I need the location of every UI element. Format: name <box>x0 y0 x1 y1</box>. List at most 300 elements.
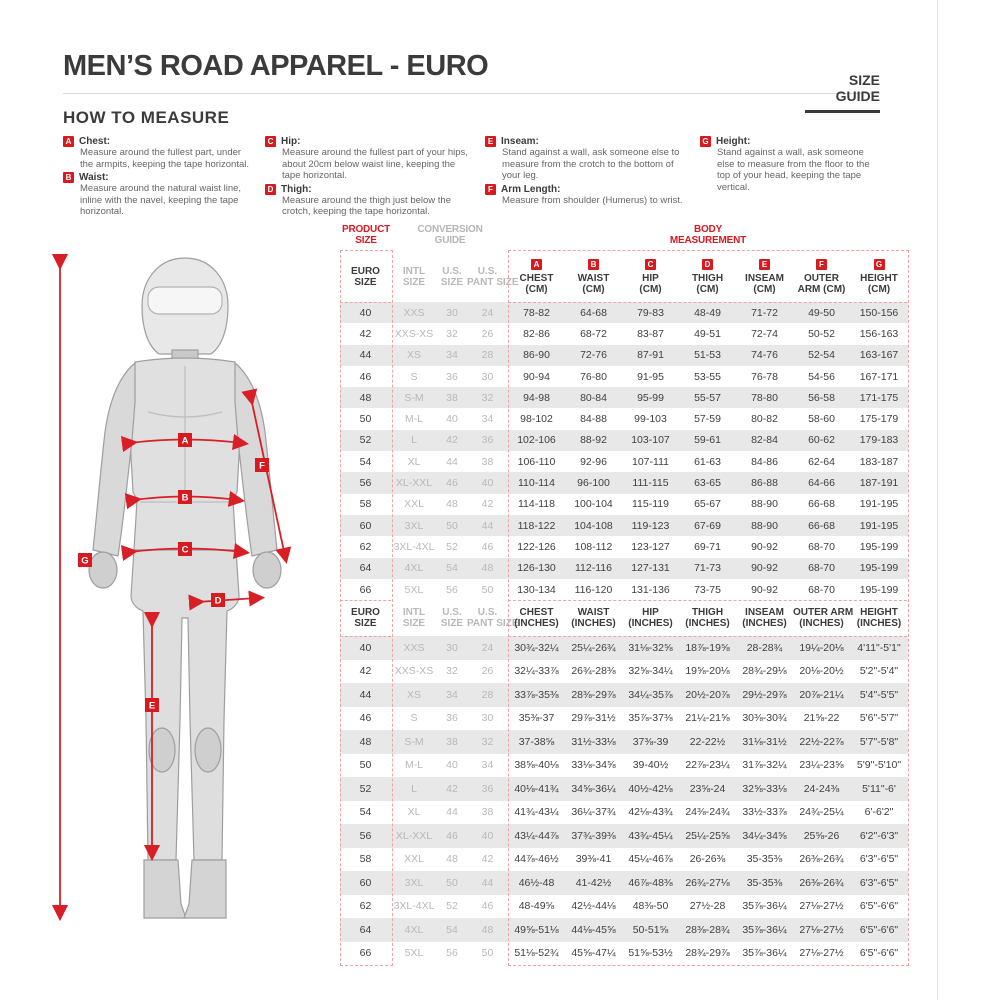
table-cell: 20⅞-21¼ <box>799 688 844 701</box>
table-cell: 42⅛-43¾ <box>628 806 673 819</box>
table-row <box>340 636 908 660</box>
column-letter-badge: C <box>645 259 656 270</box>
measure-text: Measure around the fullest part, under the armpits, keeping the tape horizontal. <box>80 147 249 170</box>
table-cell: 49-51 <box>694 327 721 340</box>
measure-item-chest <box>63 136 265 170</box>
table-cell: 45⅝-47¼ <box>571 947 616 960</box>
table-cell: 116-120 <box>574 583 613 596</box>
table-cell: 50-52 <box>808 327 835 340</box>
table-cell: 80-82 <box>751 413 778 426</box>
measure-letter-badge: D <box>265 184 276 195</box>
table-cell: 87-91 <box>637 349 664 362</box>
table-row <box>340 895 908 919</box>
table-cell: 64-68 <box>580 306 607 319</box>
suit-silhouette <box>89 258 281 918</box>
measurement-column-header: OUTER ARM (INCHES) <box>793 607 854 630</box>
table-cell: XL <box>407 455 421 468</box>
table-cell: 22⅞-23¼ <box>685 759 730 772</box>
table-cell: 60-62 <box>808 434 835 447</box>
table-row <box>340 451 908 472</box>
measurement-column-header: B WAIST (CM) <box>577 260 610 295</box>
measure-letter-badge: G <box>700 136 711 147</box>
table-cell: 94-98 <box>523 391 550 404</box>
height-badge: G <box>81 555 89 567</box>
measure-item-height <box>700 136 893 193</box>
table-cell: 44 <box>359 349 372 362</box>
right-knee-pad <box>195 728 221 772</box>
table-row <box>340 345 908 366</box>
table-cell: XXS-XS <box>394 327 434 340</box>
table-cell: 64 <box>359 923 372 936</box>
table-cell: 191-195 <box>859 519 899 532</box>
table-cell: 32⅝-33⅛ <box>742 782 787 795</box>
table-cell: 195-199 <box>859 540 899 553</box>
table-cell: 43¾-45¼ <box>628 829 673 842</box>
left-glove <box>89 552 117 588</box>
table-cell: 104-108 <box>574 519 613 532</box>
table-cell: 34 <box>481 759 494 772</box>
table-cell: 26⅜-26¾ <box>799 876 844 889</box>
table-cell: 156-163 <box>859 327 899 340</box>
table-cell: 88-90 <box>751 519 778 532</box>
measure-name: Arm Length: <box>501 183 561 195</box>
table-cell: S-M <box>404 735 424 748</box>
table-cell: 48⅜-50 <box>632 900 669 913</box>
table-cell: 195-199 <box>859 562 899 575</box>
waist-badge: B <box>181 492 189 504</box>
table-cell: 83-87 <box>637 327 664 340</box>
table-cell: 34¼-34⅝ <box>742 829 787 842</box>
table-cell: 72-76 <box>580 349 607 362</box>
table-cell: 58-60 <box>808 413 835 426</box>
table-cell: 187-191 <box>859 477 899 490</box>
table-cell: 33⅛-34⅝ <box>571 759 616 772</box>
table-header-row <box>340 600 908 636</box>
table-cell: 37-38⅝ <box>518 735 555 748</box>
table-cell: 42 <box>359 665 372 678</box>
table-cell: 54 <box>446 923 458 936</box>
table-cell: 63-65 <box>694 477 721 490</box>
table-cell: 66-68 <box>808 498 835 511</box>
table-cell: 28-28¾ <box>746 641 783 654</box>
table-cell: 42 <box>446 434 458 447</box>
table-cell: 42½-44⅛ <box>571 900 616 913</box>
table-cell: 115-119 <box>632 498 669 511</box>
table-cell: 36 <box>481 782 494 795</box>
table-cell: 53-55 <box>694 370 721 383</box>
measure-letter-badge: C <box>265 136 276 147</box>
table-cell: 62-64 <box>808 455 835 468</box>
measurement-column-header: C HIP (CM) <box>639 260 662 295</box>
table-cell: 48 <box>359 735 372 748</box>
table-cell: 30 <box>481 370 494 383</box>
table-row <box>340 918 908 942</box>
table-cell: 44 <box>481 876 494 889</box>
table-cell: XS <box>406 688 421 701</box>
table-cell: 64-66 <box>808 477 835 490</box>
size-column-header: U.S. SIZE <box>440 266 464 288</box>
table-cell: 27½-28 <box>689 900 726 913</box>
measurement-column-header: CHEST (INCHES) <box>514 607 559 630</box>
table-cell: 68-72 <box>580 327 607 340</box>
measure-column <box>265 136 485 220</box>
column-letter-badge: F <box>816 259 827 270</box>
table-cell: 24 <box>481 641 494 654</box>
table-cell: 50-51⅝ <box>632 923 669 936</box>
table-cell: 28¾-29⅞ <box>685 947 730 960</box>
table-cell: 175-179 <box>859 413 899 426</box>
table-cell: 50 <box>481 947 494 960</box>
body-measurement-line2: MEASUREMENT <box>669 235 747 246</box>
measurement-column-header: THIGH (INCHES) <box>685 607 730 630</box>
table-cell: 61-63 <box>694 455 721 468</box>
table-cell: 32 <box>446 665 458 678</box>
table-cell: 54 <box>359 455 372 468</box>
table-cell: 5'2"-5'4" <box>859 665 899 678</box>
table-cell: 5'9"-5'10" <box>856 759 902 772</box>
conversion-guide-line1: CONVERSION <box>417 224 483 235</box>
table-cell: 68-70 <box>808 562 835 575</box>
table-cell: M-L <box>404 413 424 426</box>
table-cell: 74-76 <box>751 349 778 362</box>
table-cell: XS <box>406 349 421 362</box>
table-cell: 44 <box>359 688 372 701</box>
table-cell: 58 <box>359 853 372 866</box>
column-letter-badge: D <box>702 259 713 270</box>
table-cell: 46 <box>359 370 372 383</box>
product-size-line2: SIZE <box>355 235 377 246</box>
table-cell: 40 <box>446 413 458 426</box>
table-cell: 36¼-37¾ <box>571 806 616 819</box>
table-cell: 122-126 <box>517 540 556 553</box>
table-cell: 65-67 <box>694 498 721 511</box>
table-cell: 34 <box>446 688 458 701</box>
table-cell: 30 <box>481 712 494 725</box>
body-measurement-group-label <box>508 224 908 246</box>
table-cell: 48 <box>481 923 494 936</box>
table-cell: 171-175 <box>859 391 899 404</box>
table-cell: 191-195 <box>859 498 899 511</box>
table-row <box>340 323 908 344</box>
table-row <box>340 754 908 778</box>
table-cell: XXS <box>403 641 425 654</box>
table-cell: 24¾-25¼ <box>799 806 844 819</box>
table-cell: 59-61 <box>694 434 721 447</box>
table-cell: 26 <box>481 665 494 678</box>
table-cell: 32¼-33⅞ <box>514 665 559 678</box>
table-row <box>340 408 908 429</box>
table-cell: 6'5"-6'6" <box>859 923 899 936</box>
table-cell: 40 <box>446 759 458 772</box>
table-cell: 38 <box>446 735 458 748</box>
conversion-guide-group-label <box>392 224 508 246</box>
table-row <box>340 558 908 579</box>
page-title: MEN’S ROAD APPAREL - EURO <box>63 50 489 82</box>
size-table <box>340 252 908 965</box>
column-letter-badge: G <box>874 259 885 270</box>
table-cell: 36 <box>446 712 458 725</box>
table-cell: 18⅞-19⅝ <box>685 641 730 654</box>
measurement-column-header: HIP (INCHES) <box>628 607 673 630</box>
measurement-column-header: E INSEAM (CM) <box>745 260 784 295</box>
table-cell: 183-187 <box>859 455 899 468</box>
table-cell: 42 <box>446 782 458 795</box>
table-cell: 5'4"-5'5" <box>859 688 899 701</box>
measure-text: Measure from shoulder (Humerus) to wrist. <box>502 194 683 206</box>
table-cell: 48-49 <box>694 306 721 319</box>
table-cell: 28¾-29⅛ <box>742 665 787 678</box>
table-cell: 46 <box>359 712 372 725</box>
size-column-header: U.S. SIZE <box>440 607 464 630</box>
table-cell: 30⅜-30¾ <box>742 712 787 725</box>
measurement-column-header: WAIST (INCHES) <box>571 607 616 630</box>
table-cell: 34¼-35⅞ <box>628 688 673 701</box>
table-cell: 60 <box>359 519 372 532</box>
table-cell: 28⅜-29⅞ <box>571 688 616 701</box>
table-cell: 50 <box>359 413 372 426</box>
table-cell: 35⅞-36¼ <box>742 923 787 936</box>
table-cell: 112-116 <box>575 562 612 575</box>
table-cell: 27⅛-27½ <box>799 900 844 913</box>
product-size-group-label <box>340 224 392 246</box>
table-cell: 90-94 <box>523 370 550 383</box>
size-guide-tab[interactable]: SIZE GUIDE <box>805 72 880 113</box>
table-cell: 5'6"-5'7" <box>859 712 899 725</box>
table-cell: 41-42½ <box>575 876 612 889</box>
table-cell: 54-56 <box>808 370 835 383</box>
table-cell: 86-88 <box>751 477 778 490</box>
table-cell: 163-167 <box>859 349 899 362</box>
table-row <box>340 515 908 536</box>
table-cell: 58 <box>359 498 372 511</box>
thigh-badge: D <box>214 595 222 607</box>
table-cell: 35-35⅜ <box>746 876 783 889</box>
right-glove <box>253 552 281 588</box>
table-cell: 4XL <box>404 923 424 936</box>
table-cell: 127-131 <box>631 562 670 575</box>
size-column-header: U.S. PANT SIZE <box>467 266 519 288</box>
hip-badge: C <box>181 544 189 556</box>
table-cell: 90-92 <box>751 583 778 596</box>
table-cell: 3XL-4XL <box>393 540 435 553</box>
size-chart <box>340 252 908 965</box>
table-cell: 40⅛-41¾ <box>514 782 559 795</box>
table-cell: 56 <box>359 477 372 490</box>
table-cell: 51-53 <box>694 349 721 362</box>
table-cell: 52-54 <box>808 349 835 362</box>
table-cell: 3XL <box>404 519 424 532</box>
measure-name: Height: <box>716 136 751 147</box>
table-cell: 40½-42⅛ <box>628 782 673 795</box>
table-cell: L <box>411 782 417 795</box>
measurement-column-header: D THIGH (CM) <box>691 260 724 295</box>
table-cell: 48 <box>359 391 372 404</box>
table-cell: 76-78 <box>751 370 778 383</box>
table-cell: 69-71 <box>694 540 721 553</box>
measurement-column-header: HEIGHT (INCHES) <box>856 607 902 630</box>
table-row <box>340 579 908 600</box>
table-cell: 46½-48 <box>518 876 555 889</box>
measure-text: Measure around the thigh just below the crotch, keeping the tape horizontal. <box>282 194 451 217</box>
table-cell: 24-24⅜ <box>803 782 840 795</box>
column-letter-badge: E <box>759 259 770 270</box>
table-cell: 52 <box>446 900 458 913</box>
table-cell: 66-68 <box>808 519 835 532</box>
inseam-badge: E <box>148 700 156 712</box>
measurement-column-header: A CHEST (CM) <box>519 260 554 295</box>
table-cell: 36 <box>481 434 494 447</box>
table-row <box>340 660 908 684</box>
table-cell: 103-107 <box>631 434 670 447</box>
table-cell: 51⅛-52¾ <box>514 947 559 960</box>
table-cell: 195-199 <box>859 583 899 596</box>
table-header-row <box>340 252 908 302</box>
table-cell: 64 <box>359 562 372 575</box>
table-cell: 28 <box>481 349 494 362</box>
table-cell: 55-57 <box>694 391 721 404</box>
table-cell: 33⅞-35⅜ <box>514 688 559 701</box>
table-cell: 39-40½ <box>632 759 669 772</box>
measurement-column-header: INSEAM (INCHES) <box>742 607 787 630</box>
table-cell: S <box>410 712 418 725</box>
table-cell: 41¾-43¼ <box>514 806 559 819</box>
measure-text: Measure around the fullest part of your hips, about 20cm below waist line, keeping the tape horizontal. <box>282 147 468 181</box>
table-cell: 46 <box>481 540 494 553</box>
table-cell: 99-103 <box>634 413 667 426</box>
table-cell: 62 <box>359 540 372 553</box>
table-row <box>340 494 908 515</box>
table-cell: 30 <box>446 641 458 654</box>
table-cell: 42 <box>481 498 494 511</box>
table-cell: 19¼-20⅛ <box>799 641 844 654</box>
left-boot <box>144 860 186 918</box>
table-cell: 45¼-46⅞ <box>628 853 673 866</box>
product-size-line1: PRODUCT <box>341 224 391 235</box>
table-cell: 57-59 <box>694 413 721 426</box>
figure-illustration <box>40 250 330 940</box>
table-cell: 68-70 <box>808 583 835 596</box>
chest-badge: A <box>181 435 189 447</box>
table-cell: 34 <box>446 349 458 362</box>
table-cell: 35-35⅜ <box>746 853 783 866</box>
table-cell: 108-112 <box>574 540 613 553</box>
table-cell: S <box>410 370 418 383</box>
table-cell: 126-130 <box>517 562 556 575</box>
table-cell: 60 <box>359 876 372 889</box>
column-letter-badge: B <box>588 259 599 270</box>
table-cell: 91-95 <box>637 370 664 383</box>
table-cell: 37⅜-39 <box>632 735 669 748</box>
table-cell: 32 <box>446 327 458 340</box>
table-cell: 54 <box>359 806 372 819</box>
table-cell: 123-127 <box>631 540 670 553</box>
table-cell: 21⅝-22 <box>803 712 840 725</box>
table-row <box>340 536 908 557</box>
measure-item-armlength <box>485 184 700 207</box>
table-cell: 31½-33⅛ <box>571 735 616 748</box>
measure-item-hip <box>265 136 485 182</box>
size-column-header: EURO SIZE <box>351 266 380 288</box>
table-cell: 119-123 <box>631 519 670 532</box>
how-to-measure-title: HOW TO MEASURE <box>63 108 230 127</box>
table-cell: 52 <box>359 434 372 447</box>
table-cell: 46 <box>446 829 458 842</box>
table-cell: 4XL <box>404 562 424 575</box>
table-cell: 72-74 <box>751 327 778 340</box>
measure-item-thigh <box>265 184 485 218</box>
table-cell: 90-92 <box>751 562 778 575</box>
table-cell: S-M <box>404 391 424 404</box>
table-cell: 24 <box>481 306 494 319</box>
size-column-header: INTL SIZE <box>402 266 426 288</box>
mannequin-figure <box>40 250 330 940</box>
table-cell: 79-83 <box>637 306 664 319</box>
table-cell: 3XL <box>404 876 424 889</box>
table-cell: 22-22½ <box>689 735 726 748</box>
table-cell: 4'11"-5'1" <box>857 641 901 654</box>
table-cell: 5XL <box>404 947 424 960</box>
table-cell: 130-134 <box>517 583 556 596</box>
table-cell: 86-90 <box>523 349 550 362</box>
table-cell: 40 <box>481 477 494 490</box>
table-cell: 26¾-27⅛ <box>685 876 730 889</box>
body-measurement-line1: BODY <box>693 224 723 235</box>
measure-name: Inseam: <box>501 136 539 147</box>
table-cell: XXS-XS <box>394 665 434 678</box>
left-arm <box>93 363 135 556</box>
table-cell: 51⅝-53½ <box>628 947 673 960</box>
measure-column <box>63 136 265 220</box>
table-cell: XXS <box>403 306 425 319</box>
table-cell: 35⅜-37 <box>518 712 555 725</box>
table-cell: 100-104 <box>574 498 613 511</box>
table-cell: 102-106 <box>517 434 556 447</box>
table-cell: 32⅝-34¼ <box>628 665 673 678</box>
table-cell: 25¼-25⅝ <box>685 829 730 842</box>
table-cell: 35⅞-36¼ <box>742 900 787 913</box>
measure-column <box>700 136 893 220</box>
table-cell: 150-156 <box>859 306 899 319</box>
table-cell: 5'11"-6' <box>862 782 896 795</box>
table-cell: 32 <box>481 735 494 748</box>
table-cell: 56 <box>446 583 458 596</box>
table-cell: 22½-22⅞ <box>799 735 844 748</box>
measure-name: Waist: <box>79 172 109 183</box>
table-cell: 54 <box>446 562 458 575</box>
table-cell: 25¼-26¾ <box>571 641 616 654</box>
size-column-header: EURO SIZE <box>351 607 380 630</box>
table-cell: 6'5"-6'6" <box>859 947 899 960</box>
table-cell: 37¾-39⅜ <box>571 829 616 842</box>
measure-letter-badge: A <box>63 136 74 147</box>
table-cell: 110-114 <box>518 477 555 490</box>
measure-letter-badge: E <box>485 136 496 147</box>
table-cell: 71-72 <box>751 306 778 319</box>
table-cell: 179-183 <box>859 434 899 447</box>
table-cell: 107-111 <box>632 455 669 468</box>
table-cell: 82-84 <box>751 434 778 447</box>
table-cell: 90-92 <box>751 540 778 553</box>
measurement-column-header: F OUTER ARM (CM) <box>797 260 846 295</box>
table-row <box>340 387 908 408</box>
table-cell: 52 <box>359 782 372 795</box>
measure-text: Stand against a wall, ask someone else to measure from the crotch to the bottom of your leg. <box>502 147 680 181</box>
table-cell: 36 <box>446 370 458 383</box>
table-cell: 26¾-28⅜ <box>571 665 616 678</box>
table-cell: 38 <box>481 806 494 819</box>
table-cell: 76-80 <box>580 370 607 383</box>
table-cell: 38⅝-40⅛ <box>514 759 559 772</box>
